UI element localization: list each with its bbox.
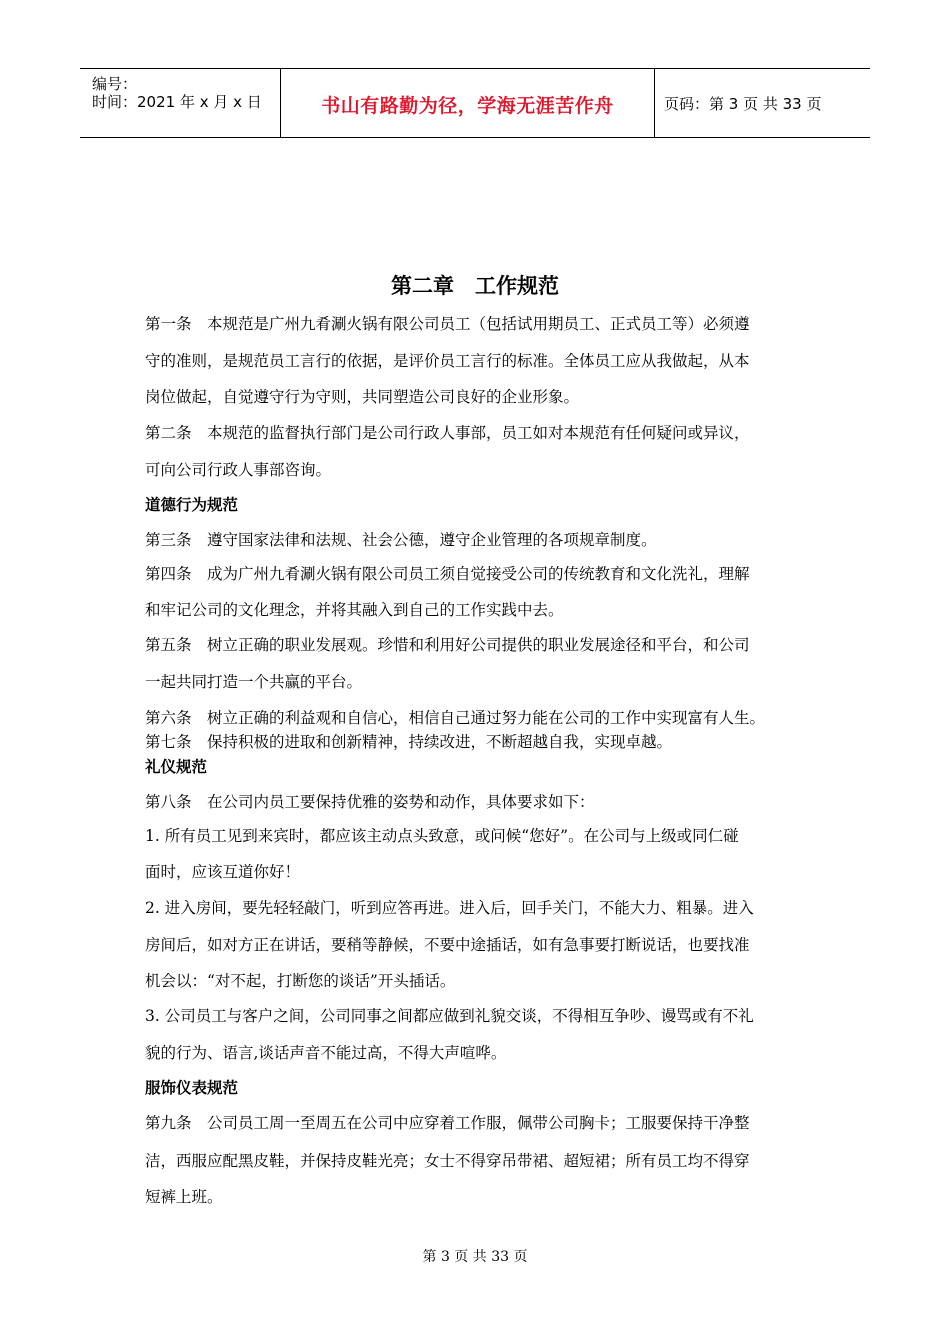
paragraph-line: 洁，西服应配黑皮鞋，并保持皮鞋光亮；女士不得穿吊带裙、超短裙；所有员工均不得穿 bbox=[145, 1152, 750, 1170]
header-page-info: 页码：第 3 页 共 33 页 bbox=[664, 95, 822, 113]
paragraph-line: 第四条 成为广州九肴涮火锅有限公司员工须自觉接受公司的传统教育和文化洗礼，理解 bbox=[145, 565, 750, 583]
paragraph-line: 第五条 树立正确的职业发展观。珍惜和利用好公司提供的职业发展途径和平台，和公司 bbox=[145, 636, 750, 654]
paragraph-line: 可向公司行政人事部咨询。 bbox=[145, 461, 332, 479]
page-footer: 第 3 页 共 33 页 bbox=[422, 1249, 528, 1265]
paragraph-line: 1. 所有员工见到来宾时，都应该主动点头致意，或问候“您好”。在公司与上级或同仁碰 bbox=[145, 827, 739, 845]
paragraph-line: 第九条 公司员工周一至周五在公司中应穿着工作服，佩带公司胸卡；工服要保持干净整 bbox=[145, 1114, 750, 1132]
document-time-label: 时间：2021 年 x 月 x 日 bbox=[92, 93, 262, 111]
paragraph-line: 岗位做起，自觉遵守行为守则，共同塑造公司良好的企业形象。 bbox=[145, 388, 580, 406]
header-motto-cell bbox=[280, 69, 655, 137]
paragraph-line: 机会以：“对不起，打断您的谈话”开头插话。 bbox=[145, 972, 456, 990]
header-motto: 书山有路勤为径，学海无涯苦作舟 bbox=[321, 95, 614, 117]
paragraph-line: 第七条 保持积极的进取和创新精神，持续改进，不断超越自我，实现卓越。 bbox=[145, 733, 673, 751]
paragraph-line: 3. 公司员工与客户之间，公司同事之间都应做到礼貌交谈，不得相互争吵、谩骂或有不礼 bbox=[145, 1007, 754, 1025]
paragraph-line: 貌的行为、语言,谈话声音不能过高，不得大声喧哗。 bbox=[145, 1044, 507, 1062]
header-info-cell bbox=[80, 69, 280, 137]
page-header bbox=[80, 68, 870, 138]
paragraph-line: 第二条 本规范的监督执行部门是公司行政人事部，员工如对本规范有任何疑问或异议， bbox=[145, 424, 750, 442]
paragraph-line: 短裤上班。 bbox=[145, 1188, 223, 1206]
paragraph-line: 房间后，如对方正在讲话，要稍等静候，不要中途插话，如有急事要打断说话，也要找准 bbox=[145, 936, 750, 954]
paragraph-line: 第三条 遵守国家法律和法规、社会公德，遵守企业管理的各项规章制度。 bbox=[145, 531, 657, 549]
header-page-cell bbox=[654, 69, 870, 137]
chapter-title: 第二章 工作规范 bbox=[391, 274, 559, 298]
paragraph-line: 和牢记公司的文化理念，并将其融入到自己的工作实践中去。 bbox=[145, 601, 564, 619]
paragraph-line: 第一条 本规范是广州九肴涮火锅有限公司员工（包括试用期员工、正式员工等）必须遵 bbox=[145, 315, 750, 333]
section-heading-ethics: 道德行为规范 bbox=[145, 496, 239, 514]
paragraph-line: 第八条 在公司内员工要保持优雅的姿势和动作，具体要求如下： bbox=[145, 793, 595, 811]
paragraph-line: 2. 进入房间，要先轻轻敲门，听到应答再进。进入后，回手关门，不能大力、粗暴。进入 bbox=[145, 899, 754, 917]
section-heading-dress: 服饰仪表规范 bbox=[145, 1079, 239, 1097]
paragraph-line: 第六条 树立正确的利益观和自信心，相信自己通过努力能在公司的工作中实现富有人生。 bbox=[145, 709, 766, 727]
paragraph-line: 面时，应该互道你好！ bbox=[145, 863, 301, 881]
section-heading-etiquette: 礼仪规范 bbox=[145, 758, 208, 776]
paragraph-line: 一起共同打造一个共赢的平台。 bbox=[145, 673, 363, 691]
document-code-label: 编号： bbox=[92, 75, 138, 93]
paragraph-line: 守的准则，是规范员工言行的依据，是评价员工言行的标准。全体员工应从我做起，从本 bbox=[145, 352, 750, 370]
